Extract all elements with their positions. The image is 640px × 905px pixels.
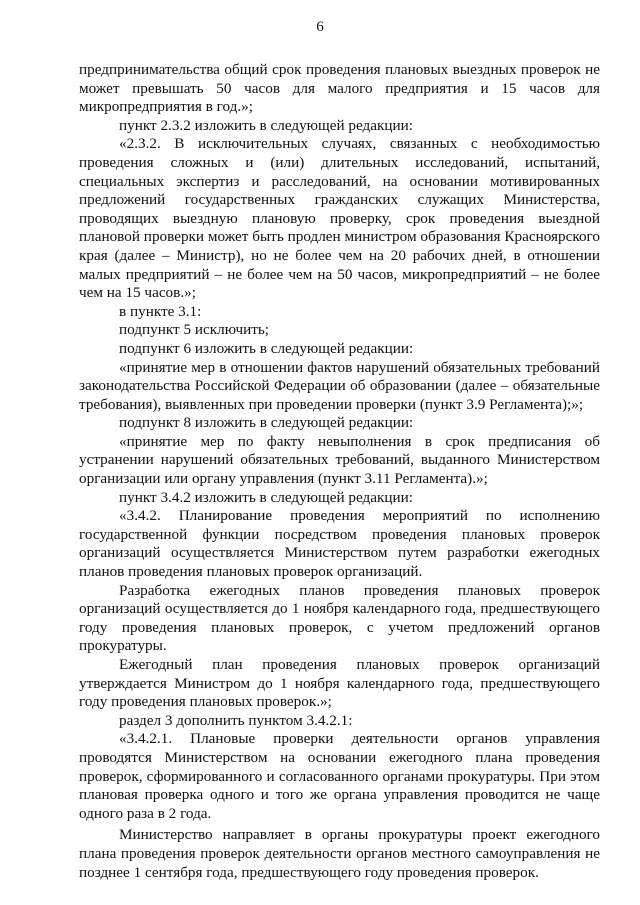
paragraph: «2.3.2. В исключительных случаях, связанных с необходимостью проведения сложных и (или) длительных исследований, испытаний, специальных экспертиз и расследований, на основании мотивированных предложений государственных гражданских служащих Министерства, проводящих выездную плановую проверку, срок проведения выездной плановой проверки может быть продлен министром образования Красноярского края (далее – Министр), но не более чем на 20 рабочих дней, в отношении малых предприятий – не более чем на 50 часов, микропредприятий – не более чем на 15 часов.»; xyxy=(79,135,600,302)
paragraph: Разработка ежегодных планов проведения плановых проверок организаций осуществляется до 1 ноября календарного года, предшествующего году проведения плановых проверок, с учетом предложений органов прокуратуры. xyxy=(79,581,600,655)
paragraph: «принятие мер по факту невыполнения в срок предписания об устранении нарушений обязательных требований, выданного Министерством организации или органу управления (пункт 3.11 Регламента).»; xyxy=(79,432,600,488)
paragraph: «3.4.2. Планирование проведения мероприятий по исполнению государственной функции посредством проведения плановых проверок организаций осуществляется Министерством путем разработки ежегодных планов проведения плановых проверок организаций. xyxy=(79,507,600,581)
paragraph: подпункт 6 изложить в следующей редакции: xyxy=(119,339,414,357)
paragraph: пункт 3.4.2 изложить в следующей редакции: xyxy=(119,488,413,506)
paragraph: в пункте 3.1: xyxy=(119,302,202,320)
paragraph: подпункт 5 исключить; xyxy=(119,321,270,339)
paragraph: «принятие мер в отношении фактов нарушений обязательных требований законодательства Российской Федерации об образовании (далее – обязательные требования), выявленных при проведении проверки (пункт 3.9 Регламента);»; xyxy=(79,358,600,413)
paragraph: пункт 2.3.2 изложить в следующей редакции: xyxy=(119,116,413,134)
paragraph: Ежегодный план проведения плановых проверок организаций утверждается Министром до 1 ноября календарного года, предшествующего году проведения плановых проверок.»; xyxy=(79,656,600,711)
paragraph: «3.4.2.1. Плановые проверки деятельности органов управления проводятся Министерством на основании ежегодного плана проведения проверок, сформированного и согласованного органами прокуратуры. При этом плановая проверка одного и того же органа управления проводится не чаще одного раза в 2 года. xyxy=(79,730,600,822)
paragraph: подпункт 8 изложить в следующей редакции: xyxy=(119,414,414,432)
document-body xyxy=(79,61,600,882)
paragraph: раздел 3 дополнить пунктом 3.4.2.1: xyxy=(119,711,353,729)
page-number: 6 xyxy=(316,19,324,35)
paragraph: предпринимательства общий срок проведения плановых выездных проверок не может превышать 50 часов для малого предприятия и 15 часов для микропредприятия в год.»; xyxy=(79,61,600,116)
paragraph: Министерство направляет в органы прокуратуры проект ежегодного плана проведения проверок деятельности органов местного самоуправления не позднее 1 сентября года, предшествующего году проведения проверок. xyxy=(79,826,600,881)
